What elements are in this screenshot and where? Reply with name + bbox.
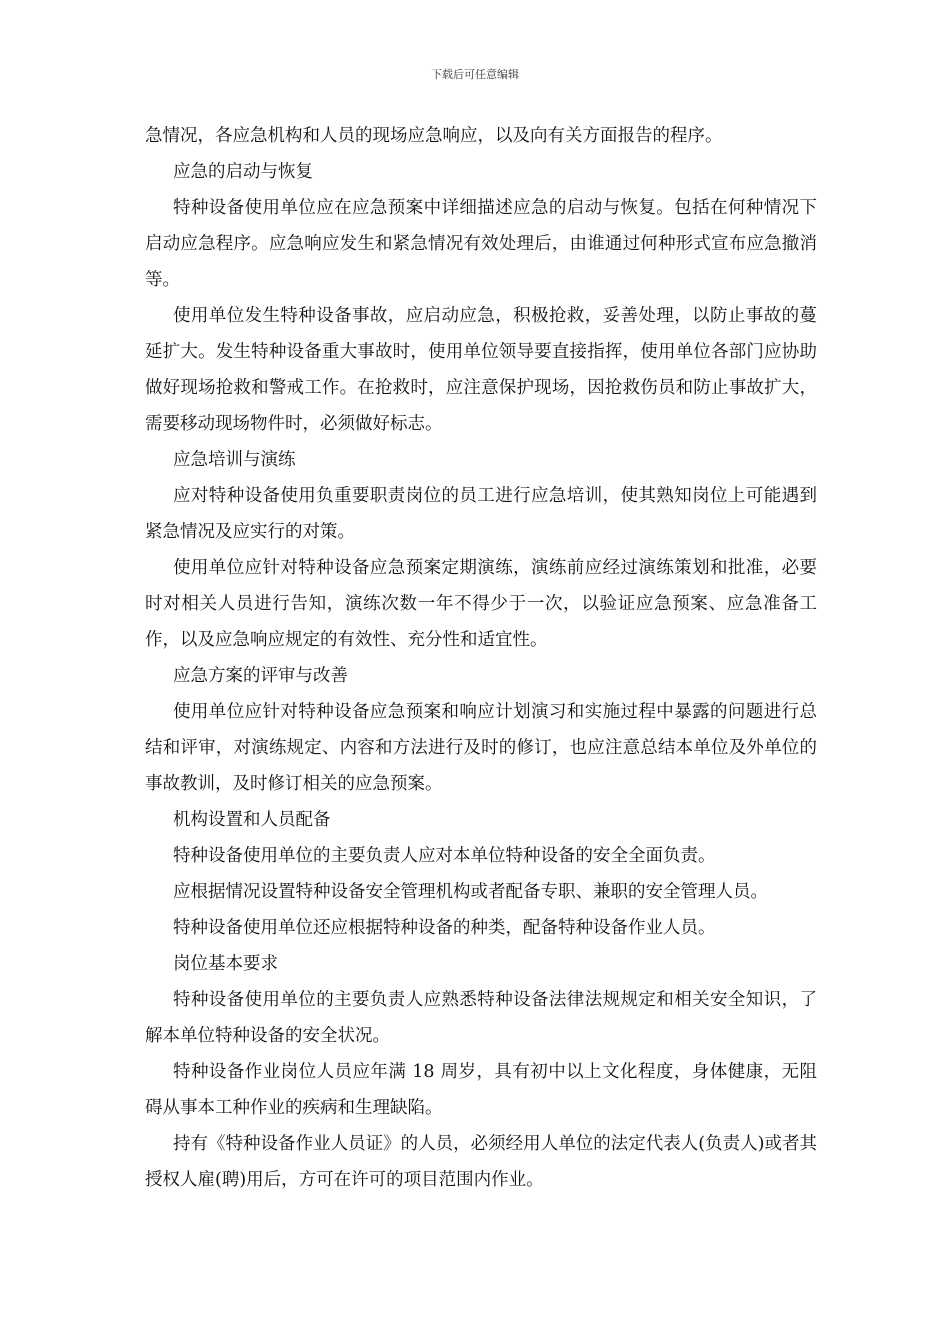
paragraph: 应对特种设备使用负重要职责岗位的员工进行应急培训，使其熟知岗位上可能遇到紧急情况及应实行的对策。 (145, 486, 817, 542)
page-header: 下载后可任意编辑 (431, 68, 519, 81)
paragraph: 使用单位发生特种设备事故，应启动应急，积极抢救，妥善处理，以防止事故的蔓延扩大。发生特种设备重大事故时，使用单位领导要直接指挥，使用单位各部门应协助做好现场抢救和警戒工作。在抢救时，应注意保护现场，因抢救伤员和防止事故扩大，需要移动现场物件时，必须做好标志。 (145, 306, 817, 434)
paragraph: 使用单位应针对特种设备应急预案定期演练，演练前应经过演练策划和批准，必要时对相关人员进行告知，演练次数一年不得少于一次，以验证应急预案、应急准备工作，以及应急响应规定的有效性、充分性和适宜性。 (145, 558, 817, 650)
paragraph: 使用单位应针对特种设备应急预案和响应计划演习和实施过程中暴露的问题进行总结和评审，对演练规定、内容和方法进行及时的修订，也应注意总结本单位及外单位的事故教训，及时修订相关的应急预案。 (145, 702, 817, 794)
paragraph: 特种设备作业岗位人员应年满 18 周岁，具有初中以上文化程度，身体健康，无阻碍从事本工种作业的疾病和生理缺陷。 (145, 1062, 817, 1118)
paragraph: 特种设备使用单位应在应急预案中详细描述应急的启动与恢复。包括在何种情况下启动应急程序。应急响应发生和紧急情况有效处理后，由谁通过何种形式宣布应急撤消等。 (145, 198, 817, 290)
paragraph: 持有《特种设备作业人员证》的人员，必须经用人单位的法定代表人(负责人)或者其授权人雇(聘)用后，方可在许可的项目范围内作业。 (145, 1134, 817, 1190)
section-heading-organization-staffing: 机构设置和人员配备 (173, 810, 331, 830)
paragraph: 特种设备使用单位的主要负责人应熟悉特种设备法律法规规定和相关安全知识，了解本单位特种设备的安全状况。 (145, 990, 817, 1046)
section-heading-emergency-start-recovery: 应急的启动与恢复 (173, 162, 313, 182)
document-body (145, 118, 817, 1198)
paragraph: 应根据情况设置特种设备安全管理机构或者配备专职、兼职的安全管理人员。 (173, 882, 768, 902)
section-heading-plan-review: 应急方案的评审与改善 (173, 666, 348, 686)
paragraph: 特种设备使用单位还应根据特种设备的种类，配备特种设备作业人员。 (173, 918, 716, 938)
section-heading-post-requirements: 岗位基本要求 (173, 954, 278, 974)
section-heading-emergency-training: 应急培训与演练 (173, 450, 296, 470)
paragraph-continuation: 急情况，各应急机构和人员的现场应急响应，以及向有关方面报告的程序。 (145, 126, 723, 146)
paragraph: 特种设备使用单位的主要负责人应对本单位特种设备的安全全面负责。 (173, 846, 716, 866)
